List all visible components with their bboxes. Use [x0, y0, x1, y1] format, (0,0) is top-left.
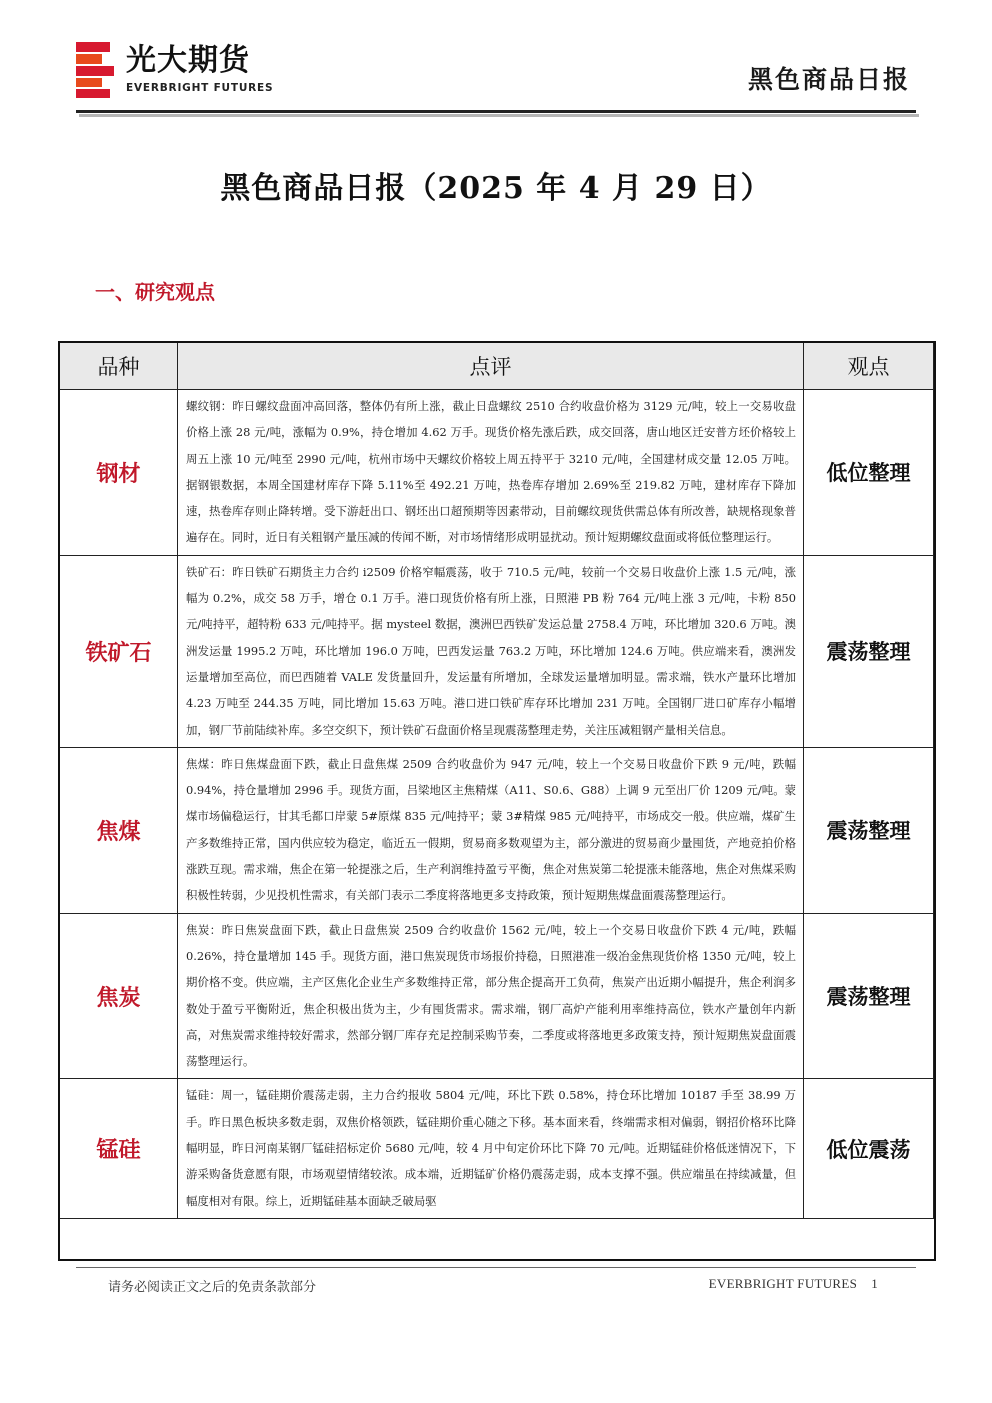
view-cell: 震荡整理 [804, 747, 934, 913]
comment-cell: 螺纹钢：昨日螺纹盘面冲高回落，整体仍有所上涨，截止日盘螺纹 2510 合约收盘价格为 3129 元/吨，较上一交易收盘价格上涨 28 元/吨，涨幅为 0.9%，持仓增加 4.62 万手。现货价格先涨后跌，成交回落，唐山地区迁安普方坯价格较上周五上涨 10 元/吨至 2990 元/吨，杭州市场中天螺纹价格较上周五持平于 3210 元/吨，全国建材成交量 12.05 万吨。据钢银数据，本周全国建材库存下降 5.11%至 492.21 万吨，热卷库存增加 2.69%至 219.82 万吨，建材库存下降加速，热卷库存则止降转增。受下游赶出口、钢坯出口超预期等因素带动，目前螺纹现货供需总体有所改善，缺规格现象普遍存在。同时，近日有关粗钢产量压减的传闻不断，对市场情绪形成明显扰动。预计短期螺纹盘面或将低位整理运行。 [178, 390, 804, 556]
table-row-coke [60, 913, 934, 1079]
column-header-view: 观点 [804, 343, 934, 390]
table-row-iron-ore [60, 555, 934, 747]
column-header-variety: 品种 [60, 343, 178, 390]
category-cell: 钢材 [60, 390, 178, 556]
comment-cell: 焦煤：昨日焦煤盘面下跌，截止日盘焦煤 2509 合约收盘价为 947 元/吨，较上一个交易日收盘价下跌 9 元/吨，跌幅 0.94%，持仓量增加 2996 手。现货方面，吕梁地区主焦精煤（A11、S0.6、G88）上调 9 元至出厂价 1209 元/吨。蒙煤市场偏稳运行，甘其毛都口岸蒙 5#原煤 835 元/吨持平；蒙 3#精煤 985 元/吨持平，市场成交一般。供应端，煤矿生产多数维持正常，国内供应较为稳定，临近五一假期，贸易商多数观望为主，部分激进的贸易商少量囤货，产地竞拍价格涨跌互现。需求端，焦企在第一轮提涨之后，生产利润维持盈亏平衡，焦企对焦炭第二轮提涨未能落地，焦企对焦煤采购积极性转弱，少见投机性需求，有关部门表示二季度将落地更多支持政策，预计短期焦煤盘面震荡整理运行。 [178, 747, 804, 913]
category-cell: 铁矿石 [60, 555, 178, 747]
category-cell: 焦炭 [60, 913, 178, 1079]
page-number: 1 [871, 1276, 878, 1291]
view-cell: 低位整理 [804, 390, 934, 556]
view-cell: 震荡整理 [804, 913, 934, 1079]
document-title: 黑色商品日报（2025 年 4 月 29 日） [220, 171, 772, 206]
comment-cell: 锰硅：周一，锰硅期价震荡走弱，主力合约报收 5804 元/吨，环比下跌 0.58%，持仓环比增加 10187 手至 38.99 万手。昨日黑色板块多数走弱，双焦价格领跌，锰硅期价重心随之下移。基本面来看，终端需求相对偏弱，钢招价格环比降幅明显，昨日河南某钢厂锰硅招标定价 5680 元/吨，较 4 月中旬定价环比下降 70 元/吨。近期锰硅价格低迷情况下，下游采购备货意愿有限，市场观望情绪较浓。成本端，近期锰矿价格仍震荡走弱，成本支撑不强。供应端虽在持续减量，但幅度相对有限。综上，近期锰硅基本面缺乏破局驱 [178, 1079, 804, 1218]
category-cell: 锰硅 [60, 1079, 178, 1218]
table-row-silicomanganese [60, 1079, 934, 1218]
comment-cell: 焦炭：昨日焦炭盘面下跌，截止日盘焦炭 2509 合约收盘价 1562 元/吨，较上一个交易日收盘价下跌 4 元/吨，跌幅 0.26%，持仓量增加 145 手。现货方面，港口焦炭现货市场报价持稳，日照港准一级冶金焦现货价格 1350 元/吨，较上期价格不变。供应端，主产区焦化企业生产多数维持正常，部分焦企提高开工负荷，焦炭产出近期小幅提升，焦企利润多数处于盈亏平衡附近，焦企积极出货为主，少有囤货需求。需求端，钢厂高炉产能利用率维持高位，铁水产量创年内新高，对焦炭需求维持较好需求，然部分钢厂库存充足控制采购节奏，二季度或将落地更多政策支持，预计短期焦炭盘面震荡整理运行。 [178, 913, 804, 1079]
view-cell: 震荡整理 [804, 555, 934, 747]
comment-cell: 铁矿石：昨日铁矿石期货主力合约 i2509 价格窄幅震荡，收于 710.5 元/吨，较前一个交易日收盘价上涨 1.5 元/吨，涨幅为 0.2%，成交 58 万手，增仓 0.1 万手。港口现货价格有所上涨，日照港 PB 粉 764 元/吨上涨 3 元/吨，卡粉 850 元/吨持平，超特粉 633 元/吨持平。据 mysteel 数据，澳洲巴西铁矿发运总量 2758.4 万吨，环比增加 320.6 万吨。澳洲发运量 1995.2 万吨，环比增加 196.0 万吨，巴西发运量 763.2 万吨，环比增加 124.6 万吨。供应端来看，澳洲发运量增加至高位，而巴西随着 VALE 发货量回升，发运量有所增加，全球发运量增加明显。需求端，铁水产量环比增加 4.23 万吨至 244.35 万吨，同比增加 15.63 万吨。港口进口铁矿库存环比增加 231 万吨。全国钢厂进口矿库存小幅增加，钢厂节前陆续补库。多空交织下，预计铁矿石盘面价格呈现震荡整理走势，关注压减粗钢产量相关信息。 [178, 555, 804, 747]
view-cell: 低位震荡 [804, 1079, 934, 1218]
section-heading: 一、研究观点 [95, 280, 215, 304]
research-views-table [59, 342, 934, 1219]
report-name: 黑色商品日报 [747, 65, 910, 94]
header-divider-shadow [79, 114, 919, 117]
column-header-comment: 点评 [178, 343, 804, 390]
footer-brand: EVERBRIGHT FUTURES [708, 1276, 858, 1291]
header-divider [76, 110, 916, 113]
logo-text-cn: 光大期货 [126, 43, 250, 78]
company-logo [76, 42, 286, 102]
footer-divider [76, 1267, 916, 1268]
table-header-row [60, 343, 934, 390]
footer-brand-block [709, 1276, 878, 1292]
table-row-steel [60, 390, 934, 556]
footer-disclaimer: 请务必阅读正文之后的免责条款部分 [108, 1280, 317, 1295]
logo-mark-icon [76, 42, 116, 98]
logo-text-en: EVERBRIGHT FUTURES [126, 82, 274, 94]
table-row-coking-coal [60, 747, 934, 913]
category-cell: 焦煤 [60, 747, 178, 913]
